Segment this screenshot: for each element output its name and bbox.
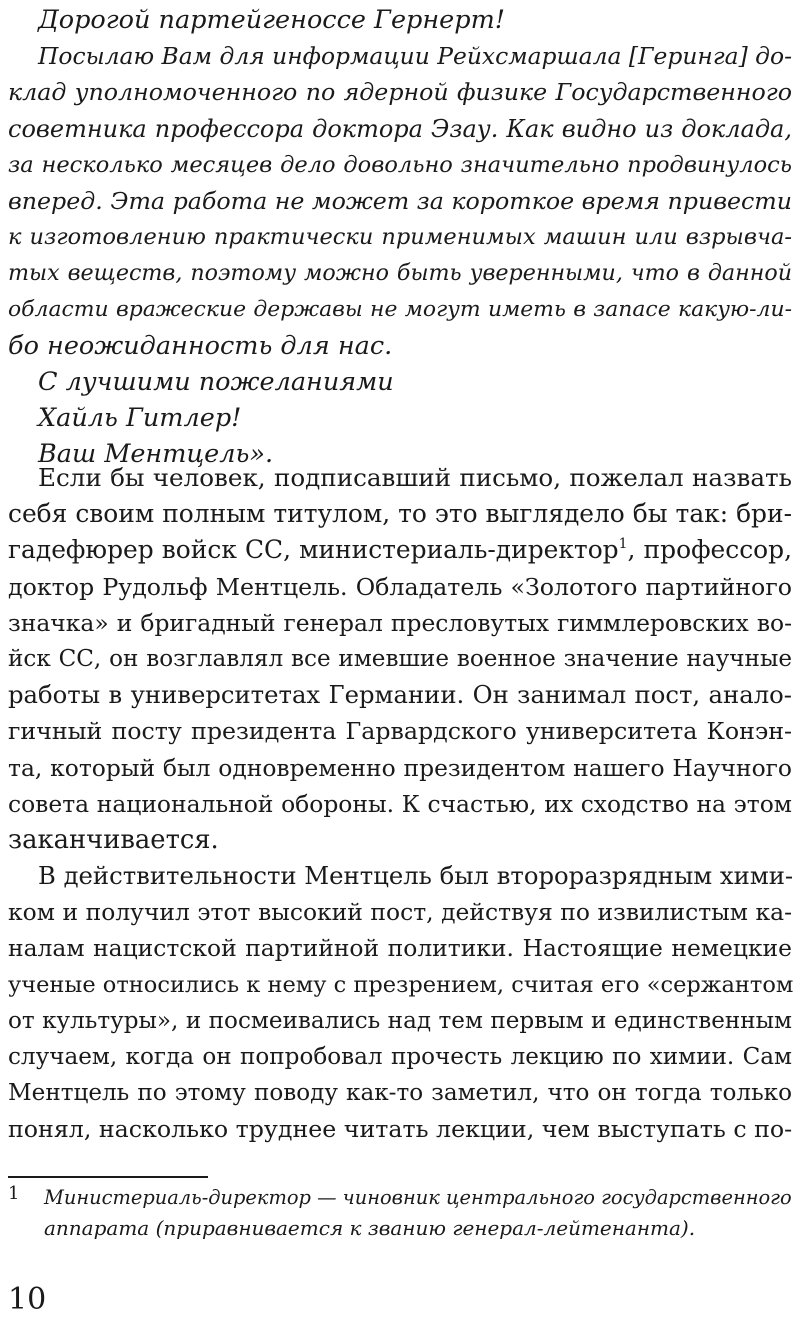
letter-line: вперед. Эта работа не может за короткое время привести bbox=[8, 186, 792, 215]
paragraph-line: случаем, когда он попробовал прочесть лекцию по химии. Сам bbox=[8, 1044, 792, 1070]
letter-line: к изготовлению практически применимых машин или взрывча- bbox=[8, 224, 792, 251]
footnote-marker: 1 bbox=[618, 536, 628, 553]
text-segment: гадефюрер войск СС, министериаль-директор bbox=[8, 535, 619, 565]
paragraph-line: ком и получил этот высокий пост, действуя по извилистым ка- bbox=[8, 898, 792, 927]
paragraph-line: гичный посту президента Гарвардского университета Конэн- bbox=[8, 717, 792, 746]
paragraph-line: йск СС, он возглавлял все имевшие военное значение научные bbox=[8, 645, 792, 672]
letter-line: Посылаю Вам для информации Рейхсмаршала [Геринга] до- bbox=[38, 42, 792, 71]
paragraph-line: значка» и бригадный генерал пресловутых гиммлеровских во- bbox=[8, 608, 792, 637]
letter-quote bbox=[8, 2, 792, 472]
footnote-number: 1 bbox=[8, 1183, 20, 1204]
footnote-divider bbox=[8, 1176, 208, 1178]
letter-signature: Ваш Ментцель». bbox=[38, 439, 274, 470]
page-number: 10 bbox=[8, 1282, 47, 1317]
paragraph-line bbox=[8, 532, 792, 568]
letter-line: области вражеские державы не могут иметь в запасе какую-ли- bbox=[8, 296, 792, 322]
text-segment: , профессор, bbox=[627, 535, 792, 565]
paragraph-line: от культуры», и посмеивались над тем первым и единственным bbox=[8, 1007, 792, 1034]
paragraph-line: работы в университетах Германии. Он занимал пост, анало- bbox=[8, 680, 792, 710]
letter-line: бо неожиданность для нас. bbox=[8, 330, 393, 361]
paragraph-line: Если бы человек, подписавший письмо, пожелал назвать bbox=[38, 463, 792, 492]
paragraph-line: налам нацистской партийной политики. Настоящие немецкие bbox=[8, 934, 792, 963]
letter-line: советника профессора доктора Эзау. Как видно из доклада, bbox=[8, 114, 792, 143]
letter-line: клад уполномоченного по ядерной физике Государственного bbox=[8, 78, 792, 107]
paragraph-line: та, который был одновременно президентом нашего Научного bbox=[8, 753, 792, 782]
body-text bbox=[8, 460, 792, 1148]
footnote bbox=[8, 1183, 792, 1243]
paragraph-line: ученые относились к нему с презрением, считая его «сержантом bbox=[8, 971, 794, 998]
paragraph-line: себя своим полным титулом, то это выглядело бы так: бри- bbox=[8, 499, 792, 529]
letter-closing: С лучшими пожеланиями bbox=[38, 366, 394, 397]
paragraph-line: В действительности Ментцель был второразрядным хими- bbox=[38, 861, 794, 891]
footnote-line: Министериаль-директор — чиновник центрального государственного bbox=[44, 1186, 792, 1209]
paragraph-line: понял, насколько труднее читать лекции, чем выступать с по- bbox=[8, 1115, 793, 1144]
paragraph-line: заканчивается. bbox=[8, 824, 219, 855]
letter-line: за несколько месяцев дело довольно значительно продвинулось bbox=[8, 151, 792, 178]
paragraph-line: Ментцель по этому поводу как-то заметил, что он тогда только bbox=[8, 1080, 792, 1107]
letter-line: тых веществ, поэтому можно быть уверенными, что в данной bbox=[8, 260, 792, 287]
footnote-line: аппарата (приравнивается к званию генерал-лейтенанта). bbox=[44, 1216, 696, 1240]
paragraph-line: совета национальной обороны. К счастью, их сходство на этом bbox=[8, 789, 792, 818]
letter-salutation: Дорогой партейгеноссе Гернерт! bbox=[38, 5, 505, 35]
letter-closing: Хайль Гитлер! bbox=[38, 403, 242, 434]
paragraph-line: доктор Рудольф Ментцель. Обладатель «Золотого партийного bbox=[8, 572, 792, 601]
